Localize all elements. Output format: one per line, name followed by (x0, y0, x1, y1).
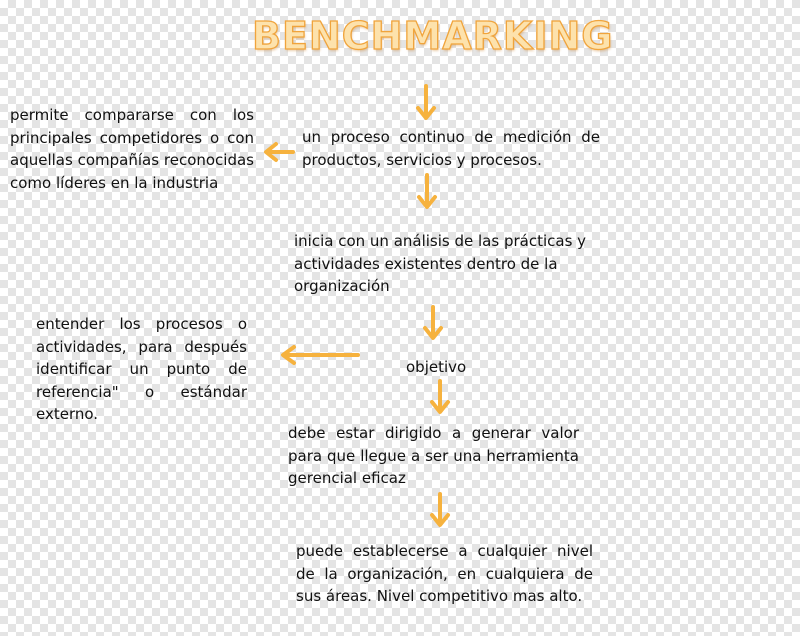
arrow-definition-to-purpose (266, 144, 293, 160)
arrow-goal-to-scope (432, 494, 448, 525)
scope-text: puede establecerse a cualquier nivel de la organización, en cualquiera de sus áreas. Nivel competitivo mas alto. (296, 542, 593, 605)
start-text: inicia con un análisis de las prácticas y actividades existentes dentro de la organización (294, 232, 587, 295)
definition-text: un proceso continuo de medición de productos, servicios y procesos. (302, 128, 600, 169)
arrow-objective-to-goal (432, 381, 448, 412)
goal-text: debe estar dirigido a generar valor para que llegue a ser una herramienta gerencial eficaz (288, 424, 579, 487)
arrow-definition-to-start (419, 175, 435, 207)
objective-detail-text: entender los procesos o actividades, para después identificar un punto de referencia" o estándar externo. (36, 315, 247, 423)
arrow-title-to-definition (418, 86, 434, 118)
arrow-objective-to-detail (283, 347, 358, 363)
arrow-start-to-objective (425, 307, 441, 338)
page-title: BENCHMARKING (252, 14, 614, 58)
purpose-text: permite compararse con los principales competidores o con aquellas compañías reconocidas como líderes en la industria (10, 106, 254, 192)
objective-label: objetivo (406, 358, 467, 376)
